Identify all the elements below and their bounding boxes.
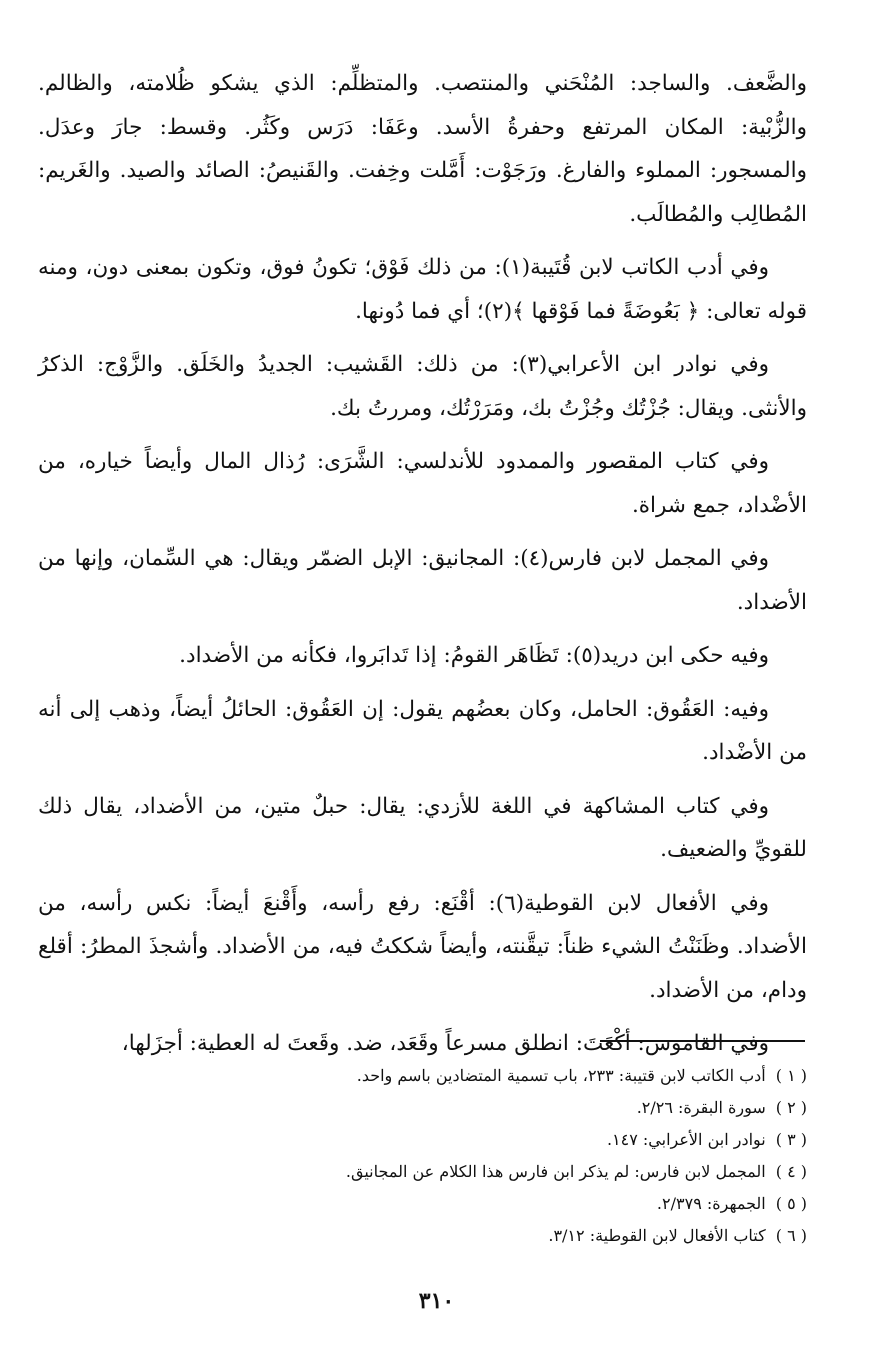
paragraph-3: وفي نوادر ابن الأعرابي(٣): من ذلك: القَشيب: الجديدُ والخَلَق. والزَّوْج: الذكرُ والأنثى. ويقال: جُزْتُك وجُزْتُ بك، ومَرَرْتُك، ومررتُ بك. [38,352,807,421]
paragraph-8: وفي كتاب المشاكهة في اللغة للأزدي: يقال: حبلٌ متين، من الأضداد، يقال ذلك للقويِّ والضعيف. [38,793,807,862]
paragraph-9: وفي الأفعال لابن القوطية(٦): أقْنَع: رفع رأسه، وأَقْنعَ أيضاً: نكس رأسه، من الأضداد. وظَنَنْتُ الشيء ظناً: تيقَّنته، وأيضاً شككتُ فيه، من الأضداد. وأشجذَ المطرُ: أقلع ودام، من الأضداد. [38,890,807,1003]
footnote-5 [38,1188,807,1220]
paragraph-10: وفي القاموس: أكْعَتَ: انطلق مسرعاً وقَعَد، ضد. وقَعتَ له العطية: أجزَلها، [121,1031,769,1056]
footnote-2 [38,1092,807,1124]
paragraph-7: وفيه: العَقُوق: الحامل، وكان بعضُهم يقول: إن العَقُوق: الحائلُ أيضاً، وذهب إلى أنه من الأضْداد. [38,696,807,765]
footnote-text: كتاب الأفعال لابن القوطية: ٣/١٢. [548,1226,766,1245]
footnote-number: ( ١ ) [775,1066,807,1085]
page-number: ٣١٠ [418,1288,455,1314]
footnote-number: ( ٥ ) [775,1194,807,1213]
paragraph-4: وفي كتاب المقصور والممدود للأندلسي: الشَّرَى: رُذال المال وأيضاً خياره، من الأضْداد، جمع شراة. [38,449,807,518]
footnote-4 [38,1156,807,1188]
footnote-text: نوادر ابن الأعرابي: ١٤٧. [606,1130,766,1149]
paragraph-6: وفيه حكى ابن دريد(٥): تَظَاهَر القومُ: إذا تَدابَروا، فكأنه من الأضداد. [179,643,769,668]
footnote-number: ( ٢ ) [775,1098,807,1117]
footnote-text: المجمل لابن فارس: لم يذكر ابن فارس هذا الكلام عن المجانيق. [345,1162,766,1181]
paragraph-2: وفي أدب الكاتب لابن قُتَيبة(١): من ذلك فَوْق؛ تكونُ فوق، وتكون بمعنى دون، ومنه قوله تعالى: ﴿ بَعُوضَةً فما فَوْقها ﴾(٢)؛ أي فما دُونها. [38,255,807,324]
paragraph-5: وفي المجمل لابن فارس(٤): المجانيق: الإبل الضمّر ويقال: هي السِّمان، وإنها من الأضداد. [38,546,807,615]
main-text [38,62,807,1076]
footnote-number: ( ٤ ) [775,1162,807,1181]
footnote-separator [600,1040,805,1042]
footnote-text: أدب الكاتب لابن قتيبة: ٢٣٣، باب تسمية المتضادين باسم واحد. [356,1066,766,1085]
footnote-text: الجمهرة: ٢/٣٧٩. [656,1194,766,1213]
paragraph-1: والضَّعف. والساجد: المُنْحَني والمنتصب. والمتظلِّم: الذي يشكو ظُلامته، والظالم. والزُّبْية: المكان المرتفع وحفرةُ الأسد. وعَفَا: دَرَس وكَثُر. وقسط: جارَ وعدَل. والمسجور: المملوء والفارغ. ورَجَوْت: أَمَّلت وخِفت. والقَنيصُ: الصائد والصيد. والغَريم: المُطالِب والمُطالَب. [38,71,807,227]
footnote-3 [38,1124,807,1156]
footnote-1 [38,1060,807,1092]
footnote-6 [38,1220,807,1252]
footnote-number: ( ٦ ) [775,1226,807,1245]
footnotes [38,1060,807,1252]
footnote-number: ( ٣ ) [775,1130,807,1149]
footnote-text: سورة البقرة: ٢/٢٦. [636,1098,766,1117]
